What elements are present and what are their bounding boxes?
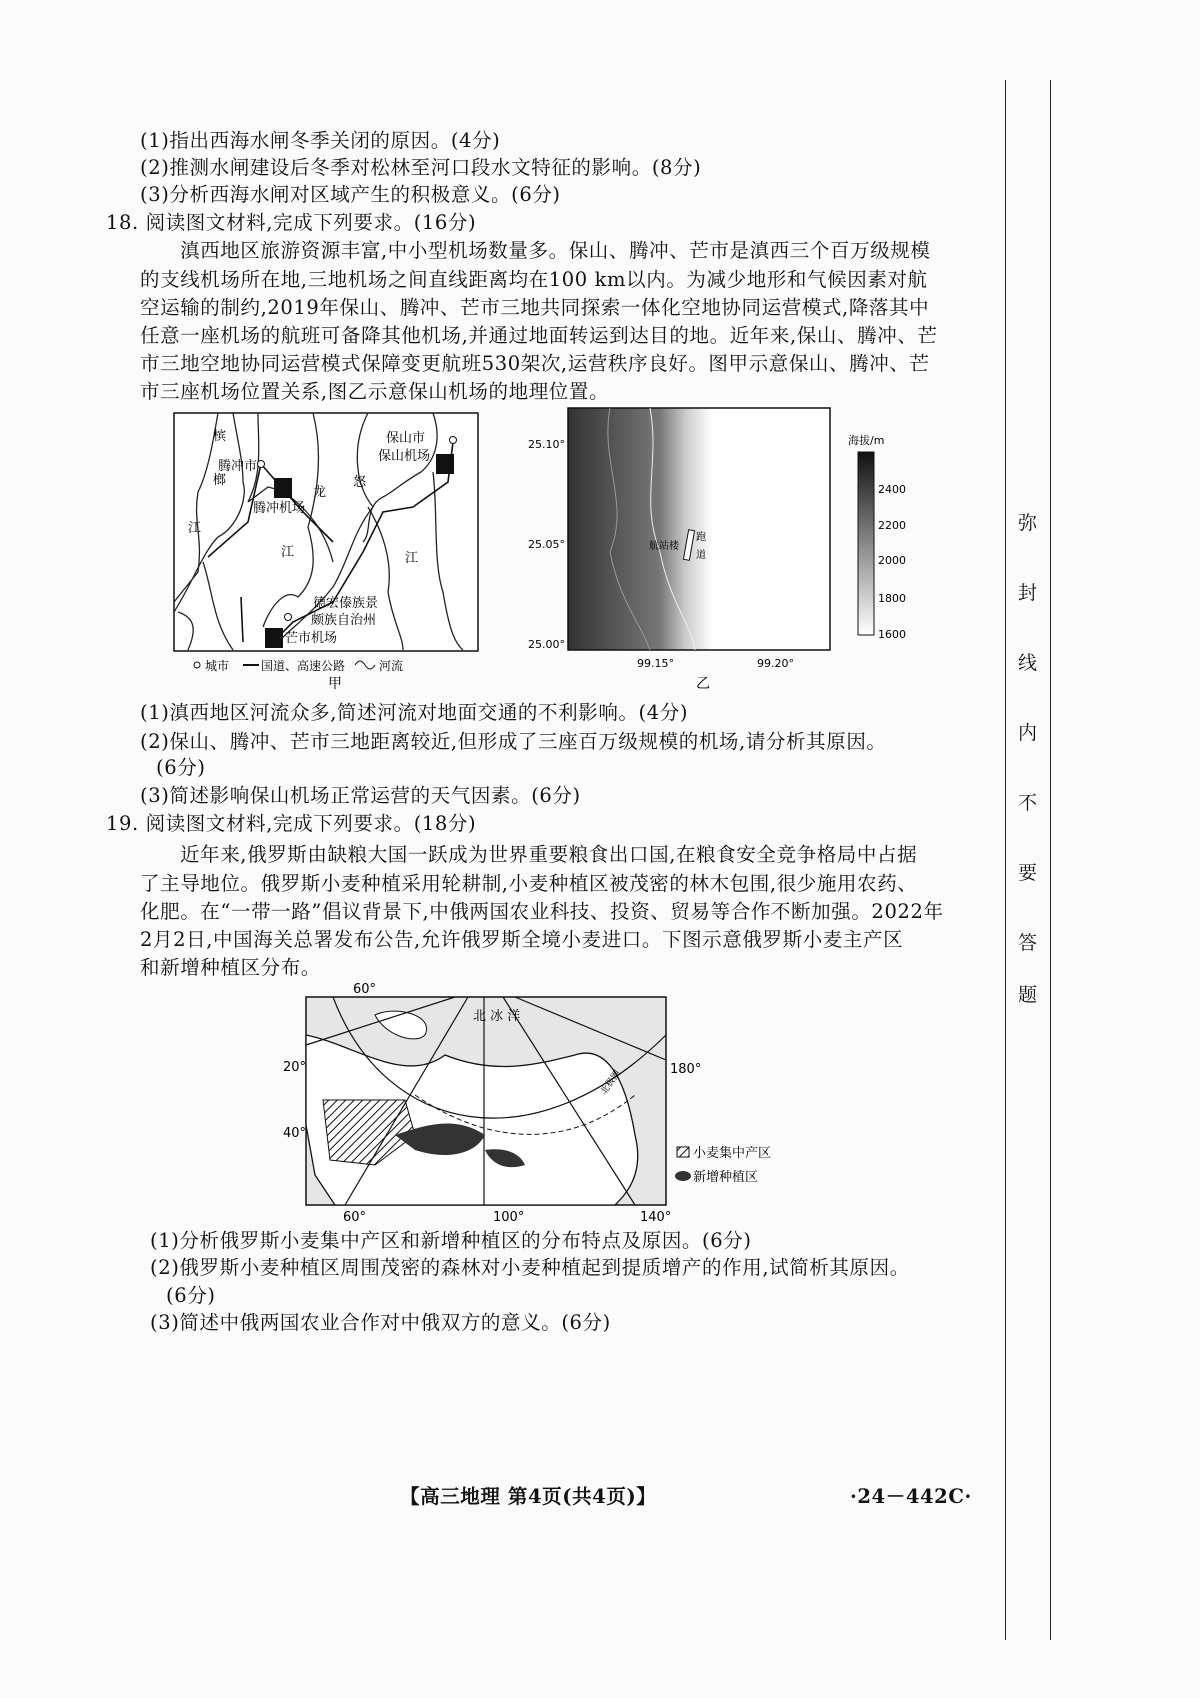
- city-label: 腾冲市: [218, 459, 258, 474]
- lat-label: 40°: [283, 1126, 307, 1141]
- lat-label: 25.10°: [528, 438, 565, 451]
- side-char: 要: [1018, 862, 1038, 884]
- question-text: (2)保山、腾冲、芒市三地距离较近,但形成了三座百万级规模的机场,请分析其原因。: [140, 730, 887, 753]
- river-label: 江: [188, 521, 202, 536]
- q19-heading: 19. 阅读图文材料,完成下列要求。(18分): [106, 812, 477, 835]
- side-char: 线: [1018, 652, 1038, 674]
- elevation-tick: 2200: [878, 519, 906, 532]
- paragraph-line: 和新增种植区分布。: [140, 956, 321, 979]
- river-label: 江: [405, 551, 419, 566]
- side-char: 弥: [1018, 512, 1038, 534]
- question-text: (2)俄罗斯小麦种植区周围茂密的森林对小麦种植起到提质增产的作用,试简析其原因。: [150, 1256, 910, 1279]
- footer-page: 【高三地理 第4页(共4页)】: [400, 1485, 657, 1508]
- paragraph-line: 市三地空地协同运营模式保障变更航班530架次,运营秩序良好。图甲示意保山、腾冲、芒: [140, 352, 930, 375]
- question-text: (6分): [166, 1284, 216, 1307]
- region-label: 德宏傣族景: [313, 596, 379, 611]
- runway-label: 道: [696, 550, 706, 561]
- side-char: 封: [1018, 582, 1038, 604]
- river-label: 榔: [213, 473, 227, 488]
- lon-label: 180°: [670, 1062, 702, 1077]
- map-caption: 甲: [328, 676, 342, 692]
- q18-heading: 18. 阅读图文材料,完成下列要求。(16分): [106, 211, 477, 234]
- city-label: 保山市: [386, 431, 426, 446]
- side-char: 题: [1018, 984, 1038, 1006]
- lon-label: 140°: [640, 1210, 672, 1225]
- question-text: (1)分析俄罗斯小麦集中产区和新增种植区的分布特点及原因。(6分): [150, 1229, 752, 1252]
- paragraph-line: 的支线机场所在地,三地机场之间直线距离均在100 km以内。为减少地形和气候因素对航: [140, 268, 928, 291]
- margin-line: [1050, 80, 1051, 1640]
- paragraph-line: 滇西地区旅游资源丰富,中小型机场数量多。保山、腾冲、芒市是滇西三个百万级规模: [180, 239, 931, 262]
- question-text: (3)简述影响保山机场正常运营的天气因素。(6分): [140, 784, 581, 807]
- lon-label: 60°: [353, 982, 377, 997]
- question-text: (1)滇西地区河流众多,简述河流对地面交通的不利影响。(4分): [140, 701, 689, 724]
- paragraph-line: 任意一座机场的航班可备降其他机场,并通过地面转运到达目的地。近年来,保山、腾冲、芒: [140, 324, 938, 347]
- terminal-label: 航站楼: [649, 541, 679, 552]
- legend-city: 城市: [205, 659, 230, 673]
- margin-line: [1005, 80, 1006, 1640]
- airport-label: 腾冲机场: [253, 501, 306, 516]
- elevation-tick: 1800: [878, 592, 906, 605]
- runway-label: 跑: [696, 532, 706, 543]
- question-text: (6分): [156, 756, 206, 779]
- paragraph-line: 市三座机场位置关系,图乙示意保山机场的地理位置。: [140, 380, 610, 403]
- question-text: (2)推测水闸建设后冬季对松林至河口段水文特征的影响。(8分): [140, 156, 702, 179]
- question-text: (3)分析西海水闸对区域产生的积极意义。(6分): [140, 183, 561, 206]
- question-text: (1)指出西海水闸冬季关闭的原因。(4分): [140, 129, 501, 152]
- lat-label: 25.05°: [528, 538, 565, 551]
- river-label: 江: [281, 545, 295, 560]
- footer-code: ·24－442C·: [850, 1485, 972, 1508]
- paragraph-line: 了主导地位。俄罗斯小麦种植采用轮耕制,小麦种植区被茂密的林木包围,很少施用农药、: [140, 872, 918, 895]
- map-russia-wheat: [275, 975, 815, 1225]
- question-text: (3)简述中俄两国农业合作对中俄双方的意义。(6分): [150, 1311, 611, 1334]
- lat-label: 25.00°: [528, 638, 565, 651]
- airport-label: 芒市机场: [285, 631, 338, 646]
- elevation-title: 海拔/m: [848, 434, 885, 447]
- elevation-tick: 1600: [878, 628, 906, 641]
- side-char: 不: [1018, 792, 1038, 814]
- lon-label: 100°: [493, 1210, 525, 1225]
- elevation-tick: 2000: [878, 554, 906, 567]
- airport-icon: [274, 478, 292, 498]
- legend-wheat-main: 小麦集中产区: [693, 1146, 772, 1161]
- airport-icon: [436, 454, 454, 474]
- arctic-circle-label: 北极圈: [599, 1068, 623, 1097]
- city-marker: [450, 437, 457, 444]
- paragraph-line: 空运输的制约,2019年保山、腾冲、芒市三地共同探索一体化空地协同运营模式,降落其中: [140, 296, 930, 319]
- airport-icon: [265, 628, 283, 648]
- paragraph-line: 近年来,俄罗斯由缺粮大国一跃成为世界重要粮食出口国,在粮食安全竞争格局中占据: [180, 843, 918, 866]
- elevation-tick: 2400: [878, 483, 906, 496]
- legend-road: 国道、高速公路: [261, 659, 346, 673]
- city-marker: [258, 461, 265, 468]
- lat-label: 20°: [283, 1060, 307, 1075]
- legend-wheat-new: 新增种植区: [693, 1170, 759, 1185]
- map-airports: [173, 412, 483, 692]
- map-caption: 乙: [696, 676, 710, 692]
- map-baoshan-terrain: [520, 402, 906, 697]
- legend-river: 河流: [379, 659, 404, 673]
- lon-label: 99.15°: [637, 657, 674, 670]
- region-label: 颇族自治州: [311, 613, 377, 628]
- paragraph-line: 2月2日,中国海关总署发布公告,允许俄罗斯全境小麦进口。下图示意俄罗斯小麦主产区: [140, 928, 904, 951]
- elevation-colorbar: [858, 452, 874, 635]
- side-char: 答: [1018, 932, 1038, 954]
- side-char: 内: [1018, 722, 1038, 744]
- airport-label: 保山机场: [378, 449, 431, 464]
- river-label: 龙: [313, 485, 327, 500]
- river-label: 槟: [213, 429, 227, 444]
- ocean-label: 北 冰 洋: [473, 1009, 521, 1024]
- lon-label: 60°: [343, 1210, 367, 1225]
- river-label: 怒: [353, 475, 367, 490]
- paragraph-line: 化肥。在“一带一路”倡议背景下,中俄两国农业科技、投资、贸易等合作不断加强。2022年: [140, 900, 944, 923]
- lon-label: 99.20°: [757, 657, 794, 670]
- city-marker: [285, 614, 292, 621]
